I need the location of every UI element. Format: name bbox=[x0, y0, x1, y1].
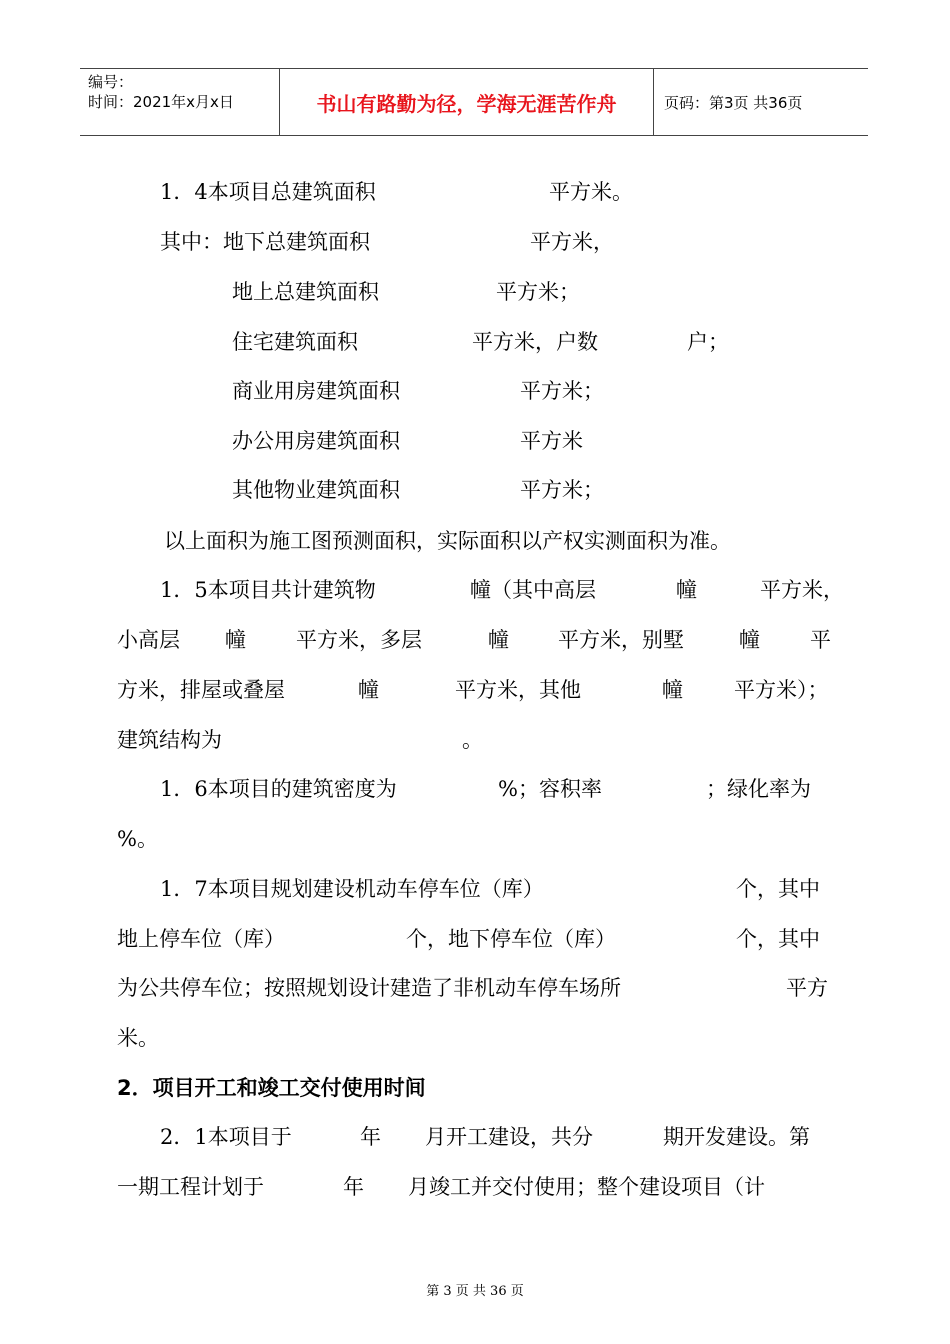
text-segment: 平方米，别墅 bbox=[558, 628, 684, 652]
text-segment: 平方 bbox=[786, 976, 828, 1000]
text-segment: 幢 bbox=[358, 678, 379, 702]
text-segment: 月开工建设，共分 bbox=[425, 1125, 593, 1149]
text-segment: 1．6本项目的建筑密度为 bbox=[160, 777, 397, 801]
text-segment: 幢 bbox=[225, 628, 246, 652]
text-segment: 。 bbox=[462, 728, 483, 752]
text-segment: 小高层 bbox=[117, 628, 180, 652]
text-segment: 幢 bbox=[488, 628, 509, 652]
text-segment: 年 bbox=[360, 1125, 381, 1149]
text-segment: 方米，排屋或叠屋 bbox=[117, 678, 285, 702]
text-segment: %；容积率 bbox=[498, 777, 602, 801]
text-segment: 1．7本项目规划建设机动车停车位（库） bbox=[160, 877, 544, 901]
text-segment: 年 bbox=[343, 1175, 364, 1199]
text-segment: 平方米，其他 bbox=[455, 678, 581, 702]
text-segment: 幢 bbox=[676, 578, 697, 602]
page-header bbox=[80, 68, 868, 136]
text-segment: 办公用房建筑面积 bbox=[232, 429, 400, 453]
header-page-code: 页码：第3页 共36页 bbox=[664, 93, 803, 112]
text-segment: 平方米； bbox=[520, 379, 604, 403]
text-segment: ；绿化率为 bbox=[706, 777, 811, 801]
text-segment: 平方米； bbox=[520, 478, 604, 502]
text-segment: %。 bbox=[117, 827, 158, 851]
text-segment: 平方米）； bbox=[734, 678, 829, 702]
text-segment: 幢 bbox=[739, 628, 760, 652]
text-segment: 平 bbox=[810, 628, 831, 652]
text-segment: 以上面积为施工图预测面积，实际面积以产权实测面积为准。 bbox=[164, 529, 731, 553]
text-segment: 个，其中 bbox=[736, 877, 820, 901]
text-segment: 户； bbox=[687, 330, 729, 354]
text-segment: 平方米， bbox=[530, 230, 614, 254]
text-segment: 幢（其中高层 bbox=[470, 578, 596, 602]
text-segment: 平方米， bbox=[760, 578, 844, 602]
text-segment: 住宅建筑面积 bbox=[232, 330, 358, 354]
text-segment: 1．4本项目总建筑面积 bbox=[160, 180, 376, 204]
header-meta bbox=[80, 69, 280, 135]
doc-time-label: 时间：2021年x月x日 bbox=[88, 93, 234, 111]
page-footer: 第 3 页 共 36 页 bbox=[426, 1284, 524, 1299]
header-motto: 书山有路勤为径，学海无涯苦作舟 bbox=[280, 69, 654, 135]
text-segment: 平方米 bbox=[520, 429, 583, 453]
text-segment: 商业用房建筑面积 bbox=[232, 379, 400, 403]
text-segment: 个，其中 bbox=[736, 927, 820, 951]
text-segment: 地上停车位（库） bbox=[117, 927, 285, 951]
text-segment: 其他物业建筑面积 bbox=[232, 478, 400, 502]
text-segment: 期开发建设。第 bbox=[663, 1125, 810, 1149]
text-segment: 平方米； bbox=[496, 280, 580, 304]
text-segment: 幢 bbox=[662, 678, 683, 702]
text-segment: 1．5本项目共计建筑物 bbox=[160, 578, 376, 602]
text-segment: 为公共停车位；按照规划设计建造了非机动车停车场所 bbox=[117, 976, 621, 1000]
section-heading: 2．项目开工和竣工交付使用时间 bbox=[117, 1076, 426, 1100]
text-segment: 地上总建筑面积 bbox=[232, 280, 379, 304]
text-segment: 其中：地下总建筑面积 bbox=[160, 230, 370, 254]
text-segment: 米。 bbox=[117, 1026, 159, 1050]
doc-number-label: 编号： bbox=[88, 73, 134, 91]
text-segment: 平方米，多层 bbox=[296, 628, 422, 652]
text-segment: 2．1本项目于 bbox=[160, 1125, 292, 1149]
text-segment: 月竣工并交付使用；整个建设项目（计 bbox=[408, 1175, 765, 1199]
text-segment: 一期工程计划于 bbox=[117, 1175, 264, 1199]
text-segment: 个，地下停车位（库） bbox=[406, 927, 616, 951]
text-segment: 建筑结构为 bbox=[117, 728, 222, 752]
text-segment: 平方米，户数 bbox=[472, 330, 598, 354]
text-segment: 平方米。 bbox=[549, 180, 633, 204]
